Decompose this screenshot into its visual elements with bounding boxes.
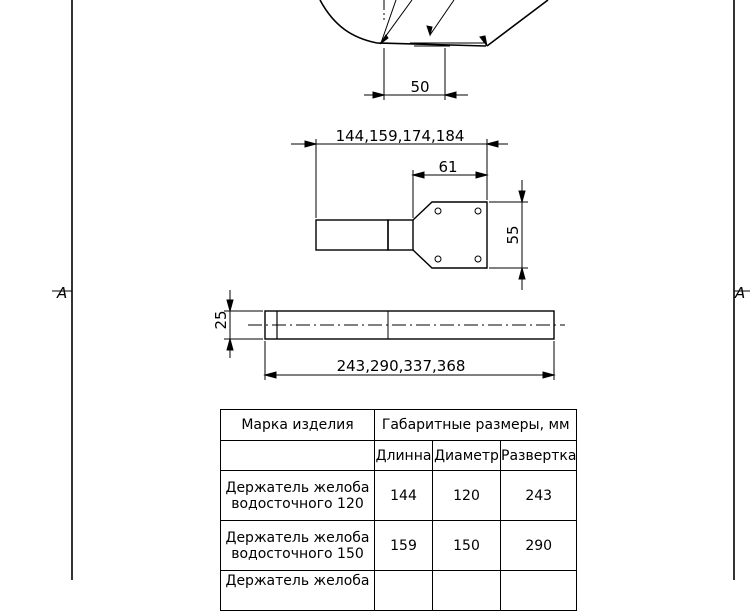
dimension-55: [489, 180, 528, 290]
table-row: [221, 571, 577, 611]
subheader-diameter: Диаметр: [433, 441, 501, 471]
row-mark: [221, 521, 375, 571]
row-length: 144: [375, 471, 433, 521]
subheader-blank: Развертка: [501, 441, 577, 471]
holder-blank-view: [248, 311, 565, 339]
holder-curved-view: [320, 0, 548, 46]
dimension-25: [212, 290, 263, 358]
header-mark: Марка изделия: [221, 410, 375, 441]
row-mark-line1: Держатель желоба: [225, 479, 370, 496]
row-length: [375, 571, 433, 611]
dimension-length: [291, 127, 508, 218]
row-mark: [221, 471, 375, 521]
table-row: [221, 471, 577, 521]
dimension-25-label: 25: [212, 310, 230, 330]
row-blank: [501, 571, 577, 611]
section-mark-left: [52, 284, 72, 302]
row-length: 159: [375, 521, 433, 571]
subheader-empty: [221, 441, 375, 471]
section-mark-right: [734, 284, 750, 302]
dimension-blank-length: [265, 341, 554, 380]
row-mark-line2: водосточного 120: [231, 495, 364, 512]
table-header-row: [221, 410, 577, 441]
row-mark-line1: Держатель желоба: [225, 529, 370, 546]
header-dims: Габаритные размеры, мм: [375, 410, 577, 441]
section-mark-right-label: A: [735, 284, 746, 302]
dimension-length-label: 144,159,174,184: [335, 127, 465, 145]
table-row: [221, 521, 577, 571]
dimension-blank-length-label: 243,290,337,368: [336, 357, 466, 375]
row-diameter: 150: [433, 521, 501, 571]
section-mark-left-label: A: [57, 284, 68, 302]
row-mark-line1: Держатель желоба: [225, 573, 370, 589]
table-subheader-row: [221, 441, 577, 471]
dimension-50: [364, 48, 468, 100]
holder-plan-view: [316, 202, 487, 268]
dimension-61-label: 61: [438, 158, 458, 176]
subheader-length: Длинна: [375, 441, 433, 471]
dimension-50-label: 50: [410, 78, 430, 96]
dimensions-table: [220, 409, 577, 611]
row-mark: [221, 571, 375, 611]
row-diameter: 120: [433, 471, 501, 521]
row-blank: 290: [501, 521, 577, 571]
row-diameter: [433, 571, 501, 611]
dimension-55-label: 55: [504, 225, 522, 245]
row-mark-line2: водосточного 150: [231, 545, 364, 562]
row-blank: 243: [501, 471, 577, 521]
